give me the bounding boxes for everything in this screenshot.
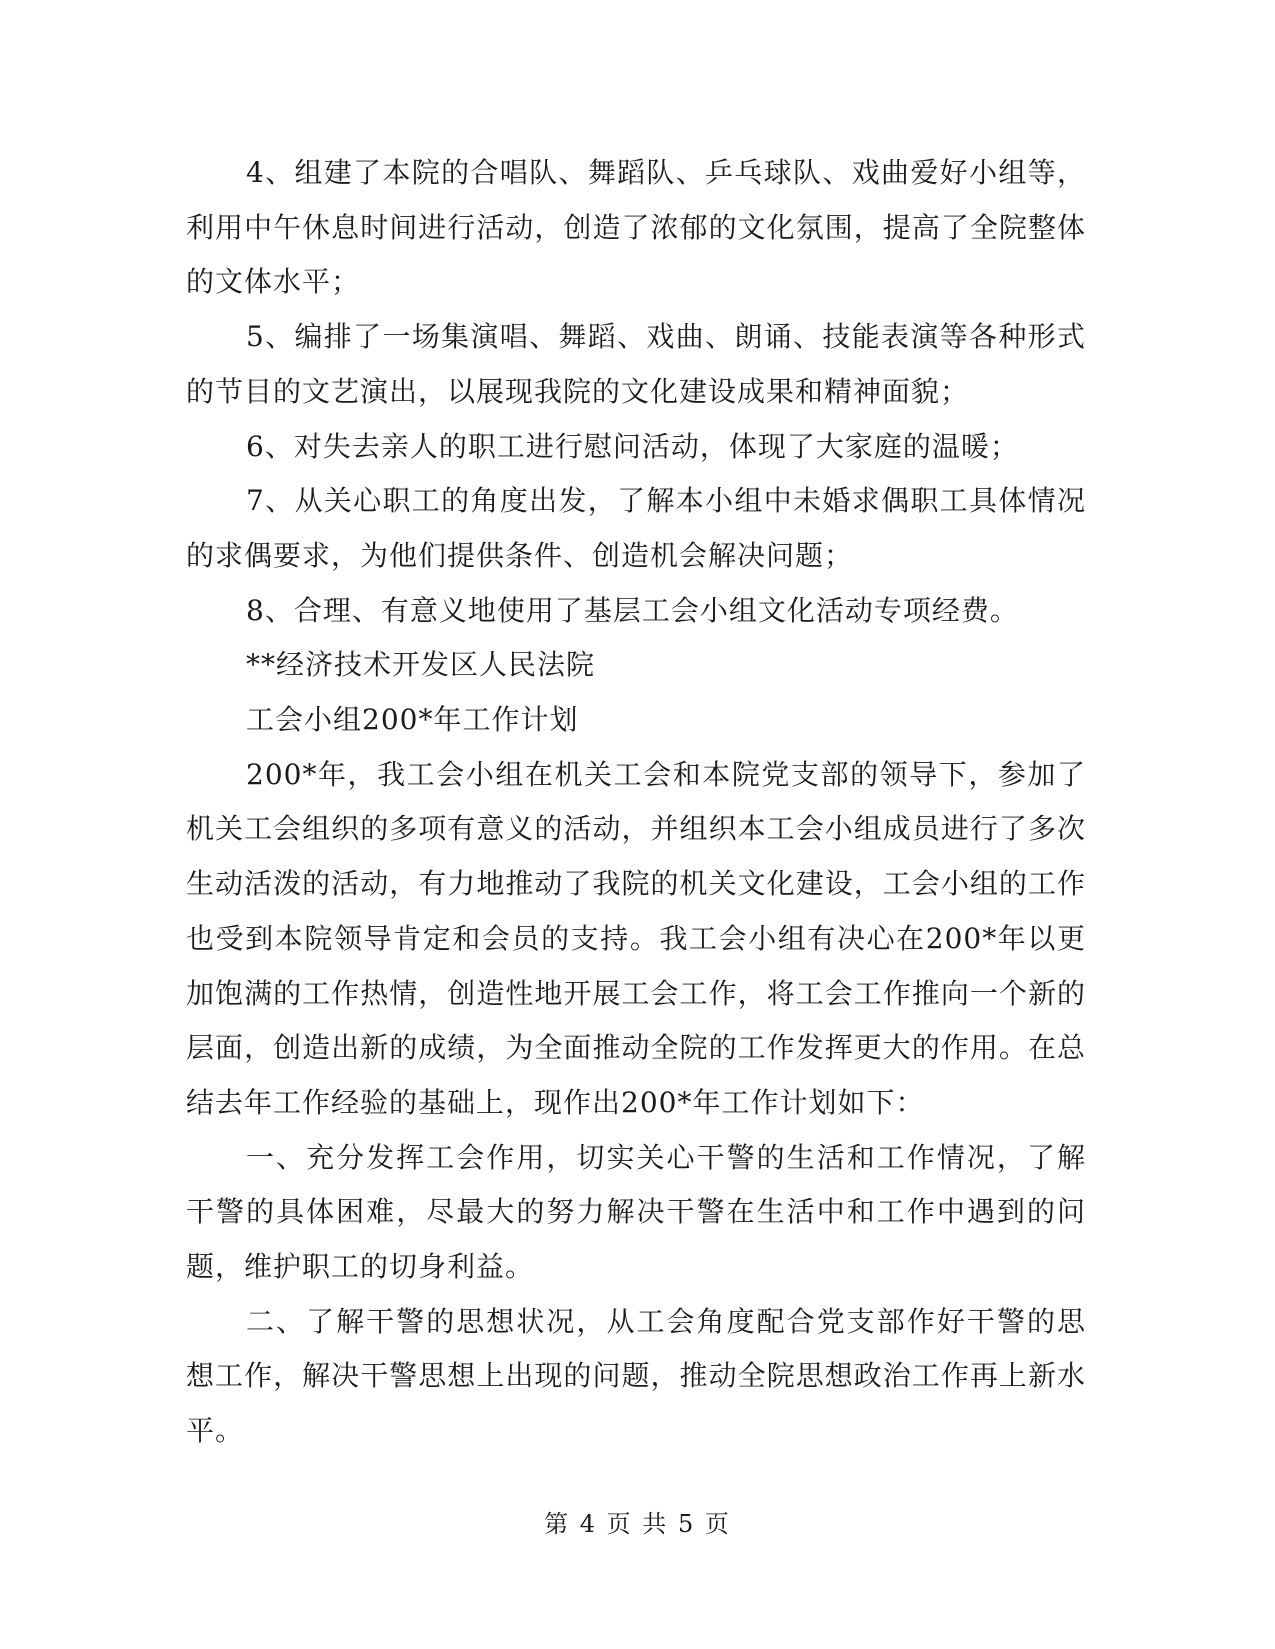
paragraph-item-8: 8、合理、有意义地使用了基层工会小组文化活动专项经费。 (246, 593, 1019, 627)
plan-title: 工会小组200*年工作计划 (246, 703, 579, 737)
paragraph-item-6: 6、对失去亲人的职工进行慰问活动，体现了大家庭的温暖； (246, 429, 1019, 463)
page-footer (0, 1504, 1275, 1539)
organization-name: **经济技术开发区人民法院 (246, 648, 596, 682)
paragraph-item-7: 7、从关心职工的角度出发，了解本小组中未婚求偶职工具体情况的求偶要求，为他们提供条件、创造机会解决问题； (186, 484, 1086, 572)
document-body (186, 146, 1086, 1459)
paragraph-item-4: 4、组建了本院的合唱队、舞蹈队、乒乓球队、戏曲爱好小组等，利用中午休息时间进行活动，创造了浓郁的文化氛围，提高了全院整体的文体水平； (186, 156, 1086, 299)
plan-intro-paragraph: 200*年，我工会小组在机关工会和本院党支部的领导下，参加了机关工会组织的多项有意义的活动，并组织本工会小组成员进行了多次生动活泼的活动，有力地推动了我院的机关文化建设，工会小组的工作也受到本院领导肯定和会员的支持。我工会小组有决心在200*年以更加饱满的工作热情，创造性地开展工会工作，将工会工作推向一个新的层面，创造出新的成绩，为全面推动全院的工作发挥更大的作用。在总结去年工作经验的基础上，现作出200*年工作计划如下： (186, 757, 1086, 1119)
page-number-label: 第 4 页 共 5 页 (544, 1510, 731, 1538)
paragraph-item-5: 5、编排了一场集演唱、舞蹈、戏曲、朗诵、技能表演等各种形式的节目的文艺演出，以展现我院的文化建设成果和精神面貌； (186, 320, 1086, 408)
plan-section-1: 一、充分发挥工会作用，切实关心干警的生活和工作情况，了解干警的具体困难，尽最大的努力解决干警在生活中和工作中遇到的问题，维护职工的切身利益。 (186, 1140, 1086, 1284)
plan-section-2: 二、了解干警的思想状况，从工会角度配合党支部作好干警的思想工作，解决干警思想上出现的问题，推动全院思想政治工作再上新水平。 (186, 1304, 1086, 1448)
